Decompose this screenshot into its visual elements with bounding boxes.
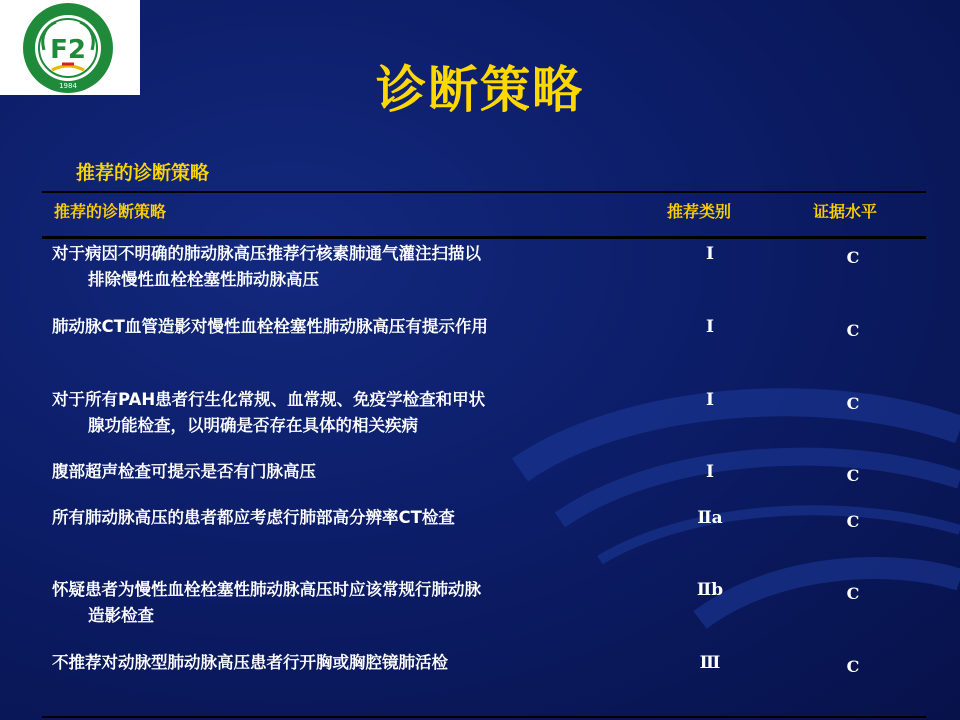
- row-strategy: [52, 577, 642, 629]
- row-class: Ⅰ: [706, 462, 714, 482]
- row-level: C: [846, 466, 860, 485]
- row-strategy: [52, 459, 642, 485]
- row-level: C: [846, 248, 860, 267]
- row-level: C: [846, 394, 860, 413]
- row-level: C: [846, 584, 860, 603]
- row-strategy: [52, 241, 642, 293]
- row-level: C: [846, 512, 860, 531]
- row-class: Ⅲ: [699, 653, 721, 673]
- row-strategy-line1: 怀疑患者为慢性血栓栓塞性肺动脉高压时应该常规行肺动脉: [52, 580, 481, 599]
- header-class: 推荐类别: [667, 202, 732, 221]
- row-strategy: [52, 505, 642, 531]
- row-strategy-line1: 肺动脉CT血管造影对慢性血栓栓塞性肺动脉高压有提示作用: [52, 317, 488, 336]
- logo-emblem: F2: [50, 35, 86, 65]
- row-strategy-line1: 所有肺动脉高压的患者都应考虑行肺部高分辨率CT检查: [52, 508, 455, 527]
- row-class: Ⅰ: [706, 244, 714, 264]
- row-strategy: [52, 387, 642, 439]
- slide-title: 诊断策略: [376, 61, 584, 119]
- row-strategy-line2: 排除慢性血栓栓塞性肺动脉高压: [88, 270, 319, 289]
- row-class: Ⅱa: [697, 508, 723, 528]
- table-top-rule: [42, 191, 926, 193]
- row-strategy: [52, 650, 642, 676]
- row-strategy-line1: 不推荐对动脉型肺动脉高压患者行开胸或胸腔镜肺活检: [52, 653, 448, 672]
- slide-subtitle: 推荐的诊断策略: [76, 162, 210, 184]
- row-strategy: [52, 314, 642, 340]
- row-strategy-line2: 造影检查: [88, 606, 154, 625]
- table-header-rule: [42, 236, 926, 239]
- row-strategy-line1: 腹部超声检查可提示是否有门脉高压: [52, 462, 316, 481]
- row-level: C: [846, 657, 860, 676]
- row-strategy-line2: 腺功能检查，以明确是否存在具体的相关疾病: [88, 416, 418, 435]
- row-level: C: [846, 321, 860, 340]
- table-bottom-rule: [42, 716, 926, 718]
- row-strategy-line1: 对于所有PAH患者行生化常规、血常规、免疫学检查和甲状: [52, 390, 486, 409]
- row-class: Ⅱb: [696, 580, 724, 600]
- header-strategy: 推荐的诊断策略: [54, 202, 167, 221]
- header-level: 证据水平: [813, 202, 878, 221]
- row-strategy-line1: 对于病因不明确的肺动脉高压推荐行核素肺通气灌注扫描以: [52, 244, 481, 263]
- row-class: Ⅰ: [706, 390, 714, 410]
- row-class: Ⅰ: [706, 317, 714, 337]
- logo-year: 1984: [59, 82, 77, 90]
